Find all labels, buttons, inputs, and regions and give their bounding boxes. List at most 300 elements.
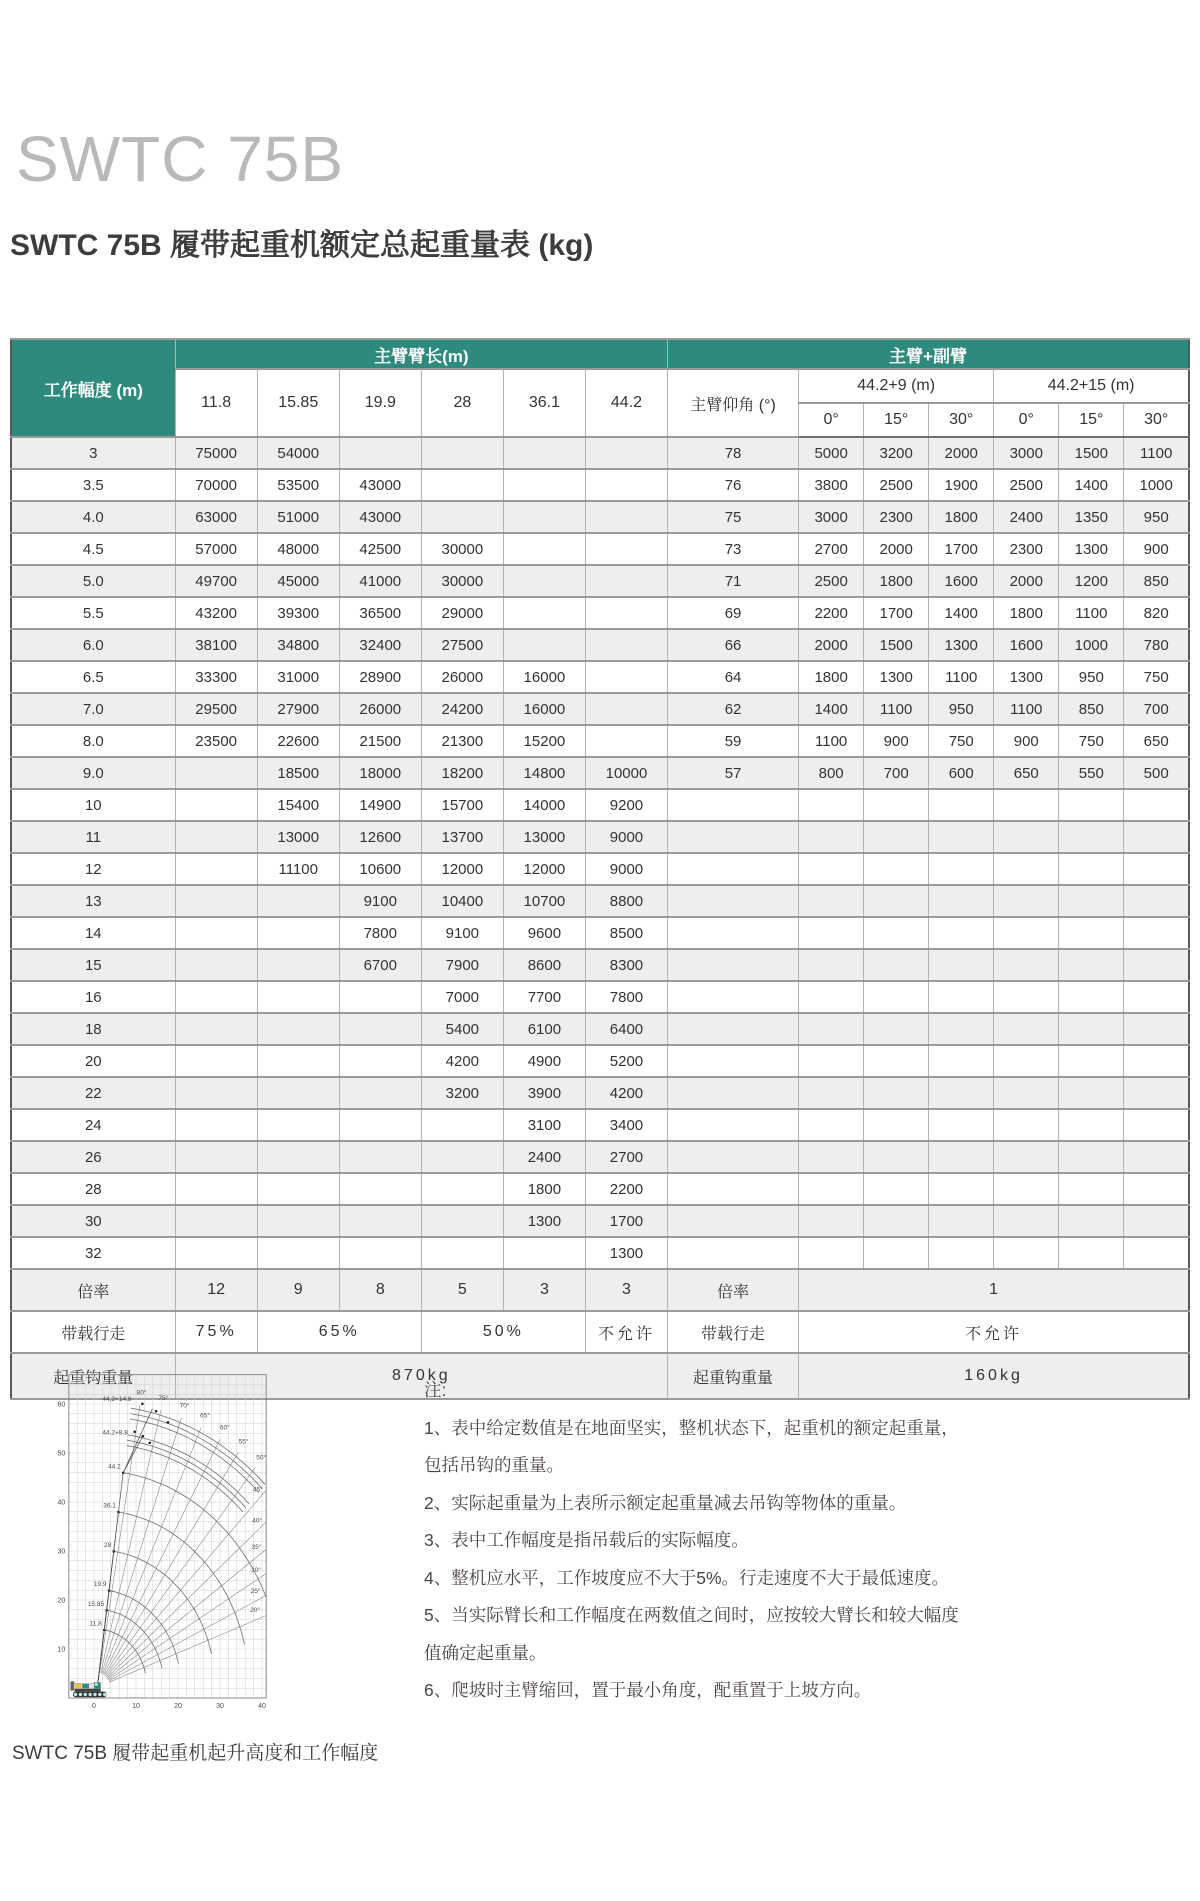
svg-text:44.2: 44.2 xyxy=(108,1463,121,1471)
load-cell: 18200 xyxy=(421,757,503,789)
angle-cell: 66 xyxy=(668,629,799,661)
load-cell xyxy=(585,661,667,693)
load-cell: 2400 xyxy=(503,1141,585,1173)
load-cell: 48000 xyxy=(257,533,339,565)
load-cell: 2200 xyxy=(585,1173,667,1205)
jib-load-cell: 1350 xyxy=(1059,501,1124,533)
jib-load-cell xyxy=(1124,1077,1189,1109)
svg-text:11.8: 11.8 xyxy=(89,1620,102,1628)
load-cell xyxy=(175,1045,257,1077)
angle-cell xyxy=(668,949,799,981)
angle-cell: 69 xyxy=(668,597,799,629)
jib-load-cell xyxy=(864,1141,929,1173)
load-cell: 16000 xyxy=(503,661,585,693)
jib-load-cell xyxy=(864,789,929,821)
jib-load-cell: 1100 xyxy=(1059,597,1124,629)
jib-load-cell xyxy=(1124,917,1189,949)
load-cell: 2700 xyxy=(585,1141,667,1173)
angle-cell xyxy=(668,1205,799,1237)
load-cell xyxy=(175,1013,257,1045)
svg-text:70°: 70° xyxy=(179,1402,190,1410)
angle-cell xyxy=(668,1141,799,1173)
jib-load-cell: 750 xyxy=(1124,661,1189,693)
footer-value: 65% xyxy=(257,1311,421,1353)
jib-load-cell xyxy=(799,885,864,917)
load-cell xyxy=(421,1205,503,1237)
jib-load-cell xyxy=(1124,885,1189,917)
col-header-offset-angle: 15° xyxy=(864,403,929,437)
jib-load-cell: 3200 xyxy=(864,437,929,469)
jib-load-cell: 950 xyxy=(1124,501,1189,533)
load-cell: 10400 xyxy=(421,885,503,917)
jib-load-cell xyxy=(1059,1173,1124,1205)
col-header-jib-combo: 44.2+9 (m) xyxy=(799,369,994,403)
jib-load-cell xyxy=(799,981,864,1013)
jib-load-cell: 1000 xyxy=(1059,629,1124,661)
load-cell xyxy=(175,789,257,821)
load-cell: 13000 xyxy=(503,821,585,853)
radius-cell: 14 xyxy=(11,917,175,949)
footer-value: 3 xyxy=(585,1269,667,1311)
load-cell: 29000 xyxy=(421,597,503,629)
load-cell: 8800 xyxy=(585,885,667,917)
jib-load-cell xyxy=(799,1205,864,1237)
jib-load-cell xyxy=(1059,885,1124,917)
load-cell: 27500 xyxy=(421,629,503,661)
angle-cell: 73 xyxy=(668,533,799,565)
load-cell: 26000 xyxy=(421,661,503,693)
jib-load-cell xyxy=(864,1173,929,1205)
angle-cell: 75 xyxy=(668,501,799,533)
jib-load-cell xyxy=(994,1013,1059,1045)
load-cell: 1300 xyxy=(585,1237,667,1269)
load-cell: 9200 xyxy=(585,789,667,821)
svg-text:10: 10 xyxy=(132,1703,140,1710)
jib-load-cell: 1600 xyxy=(994,629,1059,661)
load-cell: 18500 xyxy=(257,757,339,789)
jib-load-cell xyxy=(994,1237,1059,1269)
footer-value: 50% xyxy=(421,1311,585,1353)
angle-cell xyxy=(668,885,799,917)
svg-text:20: 20 xyxy=(57,1597,66,1605)
svg-text:65°: 65° xyxy=(200,1412,211,1420)
table-row xyxy=(11,693,1189,725)
load-cell: 7000 xyxy=(421,981,503,1013)
col-header-jib-group: 主臂+副臂 xyxy=(668,339,1189,369)
col-header-boom-length: 15.85 xyxy=(257,369,339,437)
radius-cell: 5.5 xyxy=(11,597,175,629)
load-cell: 10000 xyxy=(585,757,667,789)
jib-load-cell xyxy=(1124,853,1189,885)
svg-text:40: 40 xyxy=(258,1703,266,1710)
load-cell: 33300 xyxy=(175,661,257,693)
load-cell xyxy=(175,949,257,981)
jib-load-cell: 2500 xyxy=(994,469,1059,501)
jib-load-cell xyxy=(1059,1045,1124,1077)
load-cell: 43000 xyxy=(339,469,421,501)
jib-load-cell: 650 xyxy=(1124,725,1189,757)
load-cell: 41000 xyxy=(339,565,421,597)
jib-load-cell xyxy=(1059,853,1124,885)
load-cell: 39300 xyxy=(257,597,339,629)
jib-load-cell xyxy=(1059,1141,1124,1173)
load-cell: 3400 xyxy=(585,1109,667,1141)
jib-load-cell xyxy=(864,1045,929,1077)
jib-load-cell xyxy=(929,949,994,981)
angle-cell xyxy=(668,1077,799,1109)
table-row xyxy=(11,533,1189,565)
note-item: 6、爬坡时主臂缩回，置于最小角度，配重置于上坡方向。 xyxy=(424,1680,872,1700)
load-cell: 54000 xyxy=(257,437,339,469)
footer-travel-row xyxy=(11,1311,1189,1353)
load-cell xyxy=(339,1077,421,1109)
jib-load-cell: 950 xyxy=(1059,661,1124,693)
jib-load-cell xyxy=(799,1237,864,1269)
load-cell: 43000 xyxy=(339,501,421,533)
table-row xyxy=(11,1205,1189,1237)
angle-cell xyxy=(668,821,799,853)
jib-load-cell: 2000 xyxy=(864,533,929,565)
jib-load-cell: 1700 xyxy=(864,597,929,629)
jib-load-cell: 1500 xyxy=(1059,437,1124,469)
load-cell: 28900 xyxy=(339,661,421,693)
jib-load-cell xyxy=(929,853,994,885)
load-cell xyxy=(175,1109,257,1141)
col-header-offset-angle: 30° xyxy=(1124,403,1189,437)
jib-load-cell: 2500 xyxy=(864,469,929,501)
jib-load-cell: 1800 xyxy=(864,565,929,597)
jib-load-cell xyxy=(994,1173,1059,1205)
load-cell: 14900 xyxy=(339,789,421,821)
col-header-boom-length: 28 xyxy=(421,369,503,437)
table-row xyxy=(11,949,1189,981)
jib-load-cell xyxy=(864,1109,929,1141)
jib-load-cell: 750 xyxy=(1059,725,1124,757)
load-cell: 1700 xyxy=(585,1205,667,1237)
footer-value: 160kg xyxy=(799,1353,1189,1399)
jib-load-cell xyxy=(864,853,929,885)
jib-load-cell: 3000 xyxy=(994,437,1059,469)
jib-load-cell xyxy=(994,821,1059,853)
load-cell: 11100 xyxy=(257,853,339,885)
svg-text:35°: 35° xyxy=(251,1543,262,1551)
table-row xyxy=(11,821,1189,853)
jib-load-cell xyxy=(1124,1205,1189,1237)
radius-cell: 8.0 xyxy=(11,725,175,757)
table-row xyxy=(11,1077,1189,1109)
jib-load-cell: 550 xyxy=(1059,757,1124,789)
jib-load-cell: 1100 xyxy=(799,725,864,757)
svg-text:80°: 80° xyxy=(136,1389,147,1397)
table-row xyxy=(11,469,1189,501)
jib-load-cell xyxy=(929,1045,994,1077)
jib-load-cell xyxy=(994,981,1059,1013)
load-cell xyxy=(503,437,585,469)
jib-load-cell xyxy=(1059,949,1124,981)
radius-cell: 4.0 xyxy=(11,501,175,533)
load-cell: 12600 xyxy=(339,821,421,853)
load-cell xyxy=(339,1141,421,1173)
jib-load-cell xyxy=(929,885,994,917)
svg-text:50°: 50° xyxy=(256,1454,267,1462)
load-cell xyxy=(421,501,503,533)
jib-load-cell: 1600 xyxy=(929,565,994,597)
load-cell xyxy=(421,469,503,501)
note-item: 1、表中给定数值是在地面坚实，整机状态下，起重机的额定起重量，包括吊钩的重量。 xyxy=(424,1417,959,1475)
table-row xyxy=(11,1013,1189,1045)
jib-load-cell xyxy=(1059,1205,1124,1237)
radius-cell: 4.5 xyxy=(11,533,175,565)
load-cell: 21500 xyxy=(339,725,421,757)
jib-load-cell xyxy=(994,1141,1059,1173)
col-header-boom-length: 44.2 xyxy=(585,369,667,437)
load-cell xyxy=(339,981,421,1013)
jib-load-cell: 1100 xyxy=(864,693,929,725)
jib-load-cell xyxy=(1124,1109,1189,1141)
radius-cell: 32 xyxy=(11,1237,175,1269)
load-cell: 49700 xyxy=(175,565,257,597)
load-cell: 10700 xyxy=(503,885,585,917)
radius-cell: 10 xyxy=(11,789,175,821)
load-cell: 12000 xyxy=(421,853,503,885)
jib-load-cell: 2200 xyxy=(799,597,864,629)
svg-text:15.85: 15.85 xyxy=(87,1600,105,1608)
jib-load-cell xyxy=(1059,981,1124,1013)
jib-load-cell xyxy=(1059,821,1124,853)
load-cell: 36500 xyxy=(339,597,421,629)
load-cell xyxy=(421,1173,503,1205)
jib-load-cell xyxy=(929,1013,994,1045)
jib-load-cell xyxy=(929,1077,994,1109)
load-cell xyxy=(339,1173,421,1205)
load-cell xyxy=(175,757,257,789)
jib-load-cell xyxy=(1059,1077,1124,1109)
table-row xyxy=(11,885,1189,917)
radius-cell: 3.5 xyxy=(11,469,175,501)
load-cell: 53500 xyxy=(257,469,339,501)
svg-text:30: 30 xyxy=(57,1548,66,1556)
footer-value: 1 xyxy=(799,1269,1189,1311)
load-cell: 9600 xyxy=(503,917,585,949)
load-cell xyxy=(585,501,667,533)
jib-load-cell: 1300 xyxy=(994,661,1059,693)
jib-load-cell: 1800 xyxy=(994,597,1059,629)
jib-load-cell xyxy=(864,1237,929,1269)
load-cell: 13000 xyxy=(257,821,339,853)
angle-cell xyxy=(668,1045,799,1077)
jib-load-cell: 1700 xyxy=(929,533,994,565)
svg-text:40°: 40° xyxy=(252,1517,263,1525)
angle-cell: 62 xyxy=(668,693,799,725)
jib-load-cell xyxy=(994,885,1059,917)
angle-cell xyxy=(668,1013,799,1045)
load-cell xyxy=(339,1205,421,1237)
jib-load-cell: 5000 xyxy=(799,437,864,469)
radius-cell: 11 xyxy=(11,821,175,853)
load-cell: 8300 xyxy=(585,949,667,981)
rated-load-table xyxy=(10,338,1190,1400)
load-cell: 23500 xyxy=(175,725,257,757)
load-cell xyxy=(585,469,667,501)
jib-load-cell xyxy=(864,1077,929,1109)
jib-load-cell: 900 xyxy=(994,725,1059,757)
footer-value: 75% xyxy=(175,1311,257,1353)
angle-cell xyxy=(668,1237,799,1269)
load-cell xyxy=(339,1045,421,1077)
jib-load-cell xyxy=(929,917,994,949)
table-row xyxy=(11,1237,1189,1269)
svg-text:45°: 45° xyxy=(252,1486,263,1494)
table-row xyxy=(11,1141,1189,1173)
table-row xyxy=(11,1109,1189,1141)
load-cell: 21300 xyxy=(421,725,503,757)
table-header xyxy=(11,339,1189,437)
load-cell: 38100 xyxy=(175,629,257,661)
load-cell: 51000 xyxy=(257,501,339,533)
jib-load-cell xyxy=(799,1013,864,1045)
load-cell: 26000 xyxy=(339,693,421,725)
jib-load-cell xyxy=(799,1077,864,1109)
jib-load-cell xyxy=(1124,981,1189,1013)
load-cell: 6400 xyxy=(585,1013,667,1045)
load-cell xyxy=(257,917,339,949)
load-cell: 14000 xyxy=(503,789,585,821)
jib-load-cell xyxy=(1059,1109,1124,1141)
jib-load-cell xyxy=(994,853,1059,885)
jib-load-cell xyxy=(994,949,1059,981)
svg-text:10: 10 xyxy=(57,1646,66,1654)
jib-load-cell xyxy=(994,789,1059,821)
notes-title: 注: xyxy=(424,1380,447,1400)
jib-load-cell: 1400 xyxy=(1059,469,1124,501)
angle-cell xyxy=(668,981,799,1013)
table-row xyxy=(11,1173,1189,1205)
jib-load-cell xyxy=(1059,1237,1124,1269)
footer-value: 3 xyxy=(503,1269,585,1311)
load-cell: 3200 xyxy=(421,1077,503,1109)
load-cell: 15400 xyxy=(257,789,339,821)
radius-cell: 6.5 xyxy=(11,661,175,693)
load-cell: 4900 xyxy=(503,1045,585,1077)
jib-load-cell xyxy=(864,885,929,917)
load-cell: 31000 xyxy=(257,661,339,693)
table-row xyxy=(11,725,1189,757)
load-cell: 7700 xyxy=(503,981,585,1013)
col-header-offset-angle: 0° xyxy=(994,403,1059,437)
col-header-offset-angle: 0° xyxy=(799,403,864,437)
jib-load-cell xyxy=(929,1237,994,1269)
load-cell: 30000 xyxy=(421,533,503,565)
jib-load-cell: 600 xyxy=(929,757,994,789)
load-cell: 22600 xyxy=(257,725,339,757)
jib-load-cell xyxy=(1059,917,1124,949)
load-cell: 10600 xyxy=(339,853,421,885)
svg-text:44.2+8.8: 44.2+8.8 xyxy=(102,1429,128,1437)
load-cell xyxy=(585,725,667,757)
table-row xyxy=(11,1045,1189,1077)
load-cell xyxy=(503,469,585,501)
load-cell xyxy=(175,981,257,1013)
jib-load-cell xyxy=(1124,1141,1189,1173)
jib-load-cell: 800 xyxy=(799,757,864,789)
jib-load-cell: 850 xyxy=(1059,693,1124,725)
jib-load-cell xyxy=(799,1141,864,1173)
jib-load-cell: 780 xyxy=(1124,629,1189,661)
footer-label: 倍率 xyxy=(11,1269,175,1311)
jib-load-cell xyxy=(1124,1013,1189,1045)
jib-load-cell xyxy=(929,1173,994,1205)
radius-cell: 22 xyxy=(11,1077,175,1109)
load-cell: 42500 xyxy=(339,533,421,565)
page-title: SWTC 75B xyxy=(16,123,345,195)
load-cell: 1300 xyxy=(503,1205,585,1237)
angle-cell: 59 xyxy=(668,725,799,757)
load-cell: 1800 xyxy=(503,1173,585,1205)
jib-load-cell: 500 xyxy=(1124,757,1189,789)
jib-load-cell xyxy=(1124,821,1189,853)
load-cell: 29500 xyxy=(175,693,257,725)
footer-label: 起重钩重量 xyxy=(11,1353,175,1399)
jib-load-cell xyxy=(929,821,994,853)
load-cell: 45000 xyxy=(257,565,339,597)
angle-cell xyxy=(668,1173,799,1205)
load-cell: 15200 xyxy=(503,725,585,757)
footer-value: 不允许 xyxy=(585,1311,667,1353)
svg-text:30°: 30° xyxy=(251,1567,261,1574)
load-cell: 14800 xyxy=(503,757,585,789)
footer-label: 倍率 xyxy=(668,1269,799,1311)
load-cell xyxy=(585,533,667,565)
footer-label: 带载行走 xyxy=(11,1311,175,1353)
jib-load-cell: 1400 xyxy=(799,693,864,725)
load-cell: 15700 xyxy=(421,789,503,821)
load-cell: 5400 xyxy=(421,1013,503,1045)
jib-load-cell: 2300 xyxy=(994,533,1059,565)
load-cell: 8600 xyxy=(503,949,585,981)
load-cell xyxy=(257,1205,339,1237)
load-cell: 4200 xyxy=(585,1077,667,1109)
load-cell: 9000 xyxy=(585,821,667,853)
svg-text:44.2+14.8: 44.2+14.8 xyxy=(102,1396,132,1404)
angle-cell xyxy=(668,789,799,821)
load-cell xyxy=(175,821,257,853)
load-cell xyxy=(257,1013,339,1045)
load-cell: 7800 xyxy=(585,981,667,1013)
jib-load-cell xyxy=(994,1109,1059,1141)
svg-text:28: 28 xyxy=(103,1541,112,1549)
load-cell xyxy=(175,1077,257,1109)
load-cell xyxy=(175,1237,257,1269)
angle-cell: 71 xyxy=(668,565,799,597)
load-cell xyxy=(585,629,667,661)
load-cell: 70000 xyxy=(175,469,257,501)
load-cell: 3900 xyxy=(503,1077,585,1109)
jib-load-cell xyxy=(1124,949,1189,981)
radius-cell: 16 xyxy=(11,981,175,1013)
jib-load-cell xyxy=(929,1205,994,1237)
table-row xyxy=(11,789,1189,821)
load-cell xyxy=(585,437,667,469)
radius-cell: 28 xyxy=(11,1173,175,1205)
jib-load-cell xyxy=(864,917,929,949)
jib-load-cell xyxy=(799,853,864,885)
jib-load-cell xyxy=(1059,789,1124,821)
jib-load-cell: 2400 xyxy=(994,501,1059,533)
load-cell: 8500 xyxy=(585,917,667,949)
jib-load-cell: 700 xyxy=(864,757,929,789)
table-row xyxy=(11,501,1189,533)
jib-load-cell xyxy=(799,1109,864,1141)
